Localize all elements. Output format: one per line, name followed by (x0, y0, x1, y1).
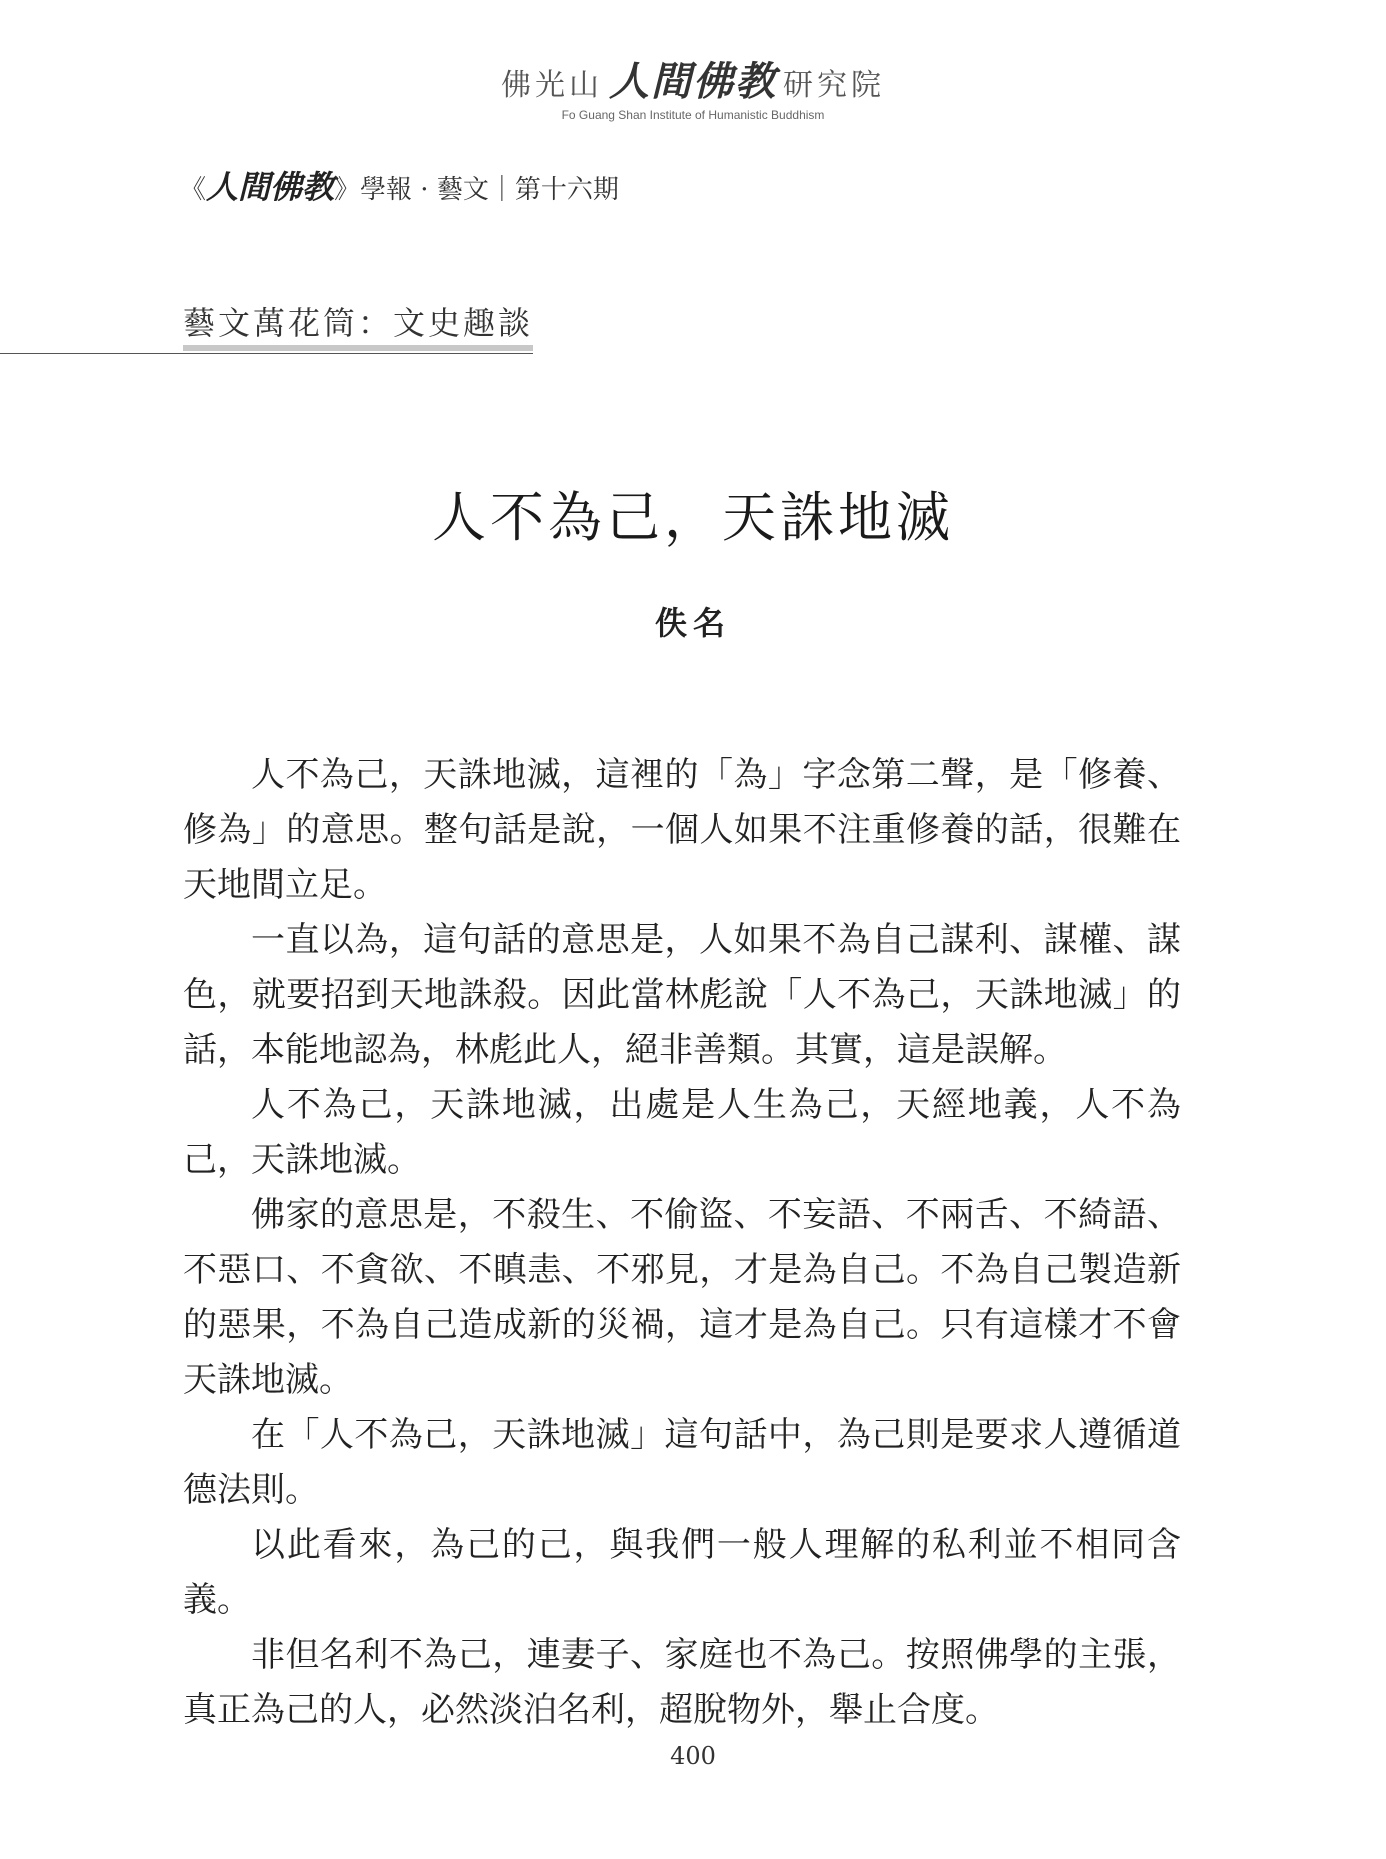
institute-logo: 人間佛教 (609, 59, 777, 105)
article-title: 人不為己，天誅地滅 (432, 486, 954, 549)
paragraph: 佛家的意思是，不殺生、不偷盜、不妄語、不兩舌、不綺語、不惡口、不貪欲、不瞋恚、不邪見，才是為自己。不為自己製造新的惡果，不為自己造成新的災禍，這才是為自己。只有這樣才不會天誅地滅。 (183, 1195, 1181, 1400)
institute-prefix: 佛光山 (501, 68, 603, 103)
paragraph: 在「人不為己，天誅地滅」這句話中，為己則是要求人遵循道德法則。 (183, 1415, 1181, 1510)
institute-suffix: 研究院 (783, 68, 885, 103)
section-label: 藝文萬花筒：文史趣談 (183, 304, 534, 342)
paragraph: 一直以為，這句話的意思是，人如果不為自己謀利、謀權、謀色，就要招到天地誅殺。因此當林彪說「人不為己，天誅地滅」的話，本能地認為，林彪此人，絕非善類。其實，這是誤解。 (183, 920, 1181, 1070)
journal-close-quote: 》 (334, 175, 361, 205)
paragraph: 人不為己，天誅地滅，這裡的「為」字念第二聲，是「修養、修為」的意思。整句話是說，一個人如果不注重修養的話，很難在天地間立足。 (183, 755, 1181, 905)
section-underline (183, 345, 533, 351)
institute-english-name: Fo Guang Shan Institute of Humanistic Buddhism (561, 108, 825, 122)
institute-header (0, 59, 1386, 122)
paragraph: 以此看來，為己的己，與我們一般人理解的私利並不相同含義。 (183, 1525, 1181, 1620)
section-rule (0, 353, 533, 354)
journal-open-quote: 《 (180, 175, 207, 205)
paragraph: 人不為己，天誅地滅，出處是人生為己，天經地義，人不為己，天誅地滅。 (183, 1085, 1181, 1180)
journal-issue: 學報 · 藝文｜第十六期 (360, 175, 619, 205)
article-author: 佚名 (654, 604, 731, 642)
article-body (183, 748, 1181, 1738)
institute-name (0, 59, 1386, 106)
paragraph: 非但名利不為己，連妻子、家庭也不為己。按照佛學的主張，真正為己的人，必然淡泊名利，超脫物外，舉止合度。 (183, 1635, 1181, 1730)
page-number: 400 (670, 1742, 716, 1770)
journal-running-header (180, 162, 619, 208)
journal-logo: 人間佛教 (206, 168, 335, 206)
